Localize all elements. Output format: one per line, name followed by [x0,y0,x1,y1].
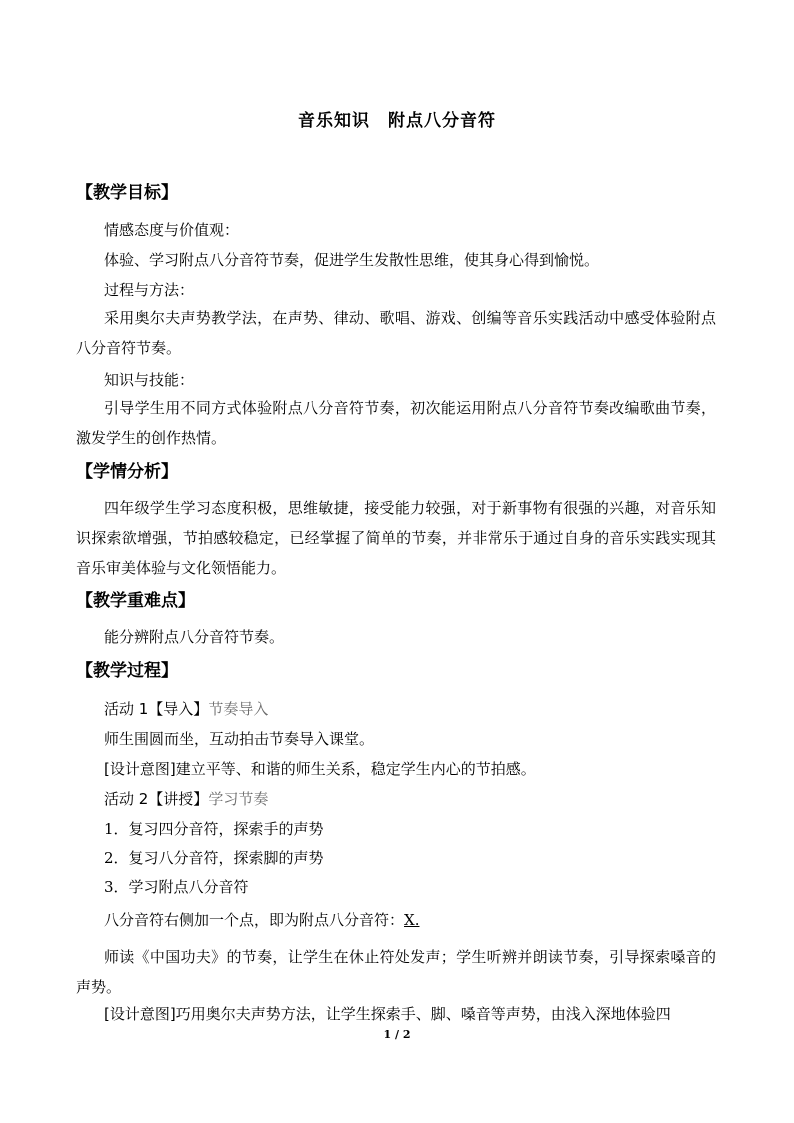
activity-1-line [104,699,268,719]
activity-1-prefix: 活动 1【导入】 [104,700,209,718]
skill-label: 知识与技能： [104,371,195,389]
activity-2-prefix: 活动 2【讲授】 [104,790,209,808]
process-text: 采用奥尔夫声势教学法，在声势、律动、歌唱、游戏、创编等音乐实践活动中感受体验附点八分音符节奏。 [76,309,716,357]
activity-1-title: 节奏导入 [208,700,269,718]
skill-text: 引导学生用不同方式体验附点八分音符节奏，初次能运用附点八分音符节奏改编歌曲节奏，激发学生的创作热情。 [76,399,716,447]
dotted-note-definition [104,910,419,930]
emotion-label: 情感态度与价值观： [104,221,240,239]
activity-2-title: 学习节奏 [208,790,269,808]
section-heading-key-points: 【教学重难点】 [76,591,195,611]
activity-2-line [104,789,268,809]
page-number: 1 / 2 [383,1028,411,1041]
kungfu-paragraph: 师读《中国功夫》的节奏，让学生在休止符处发声；学生听辨并朗读节奏，引导探索嗓音的声势。 [76,948,716,996]
section-heading-goals: 【教学目标】 [76,183,178,203]
activity-2-intent: [设计意图]巧用奥尔夫声势方法，让学生探索手、脚、嗓音等声势，由浅入深地体验四 [104,1005,671,1023]
definition-text: 八分音符右侧加一个点，即为附点八分音符： [104,911,405,929]
title-part-2: 附点八分音符 [388,111,496,131]
activity-1-intent: [设计意图]建立平等、和谐的师生关系，稳定学生内心的节拍感。 [104,760,536,778]
list-item-3 [104,877,249,897]
process-label: 过程与方法： [104,281,195,299]
emotion-text: 体验、学习附点八分音符节奏，促进学生发散性思维，使其身心得到愉悦。 [104,251,600,269]
list-item-1-number: 1． [104,820,129,838]
section-heading-process: 【教学过程】 [76,661,178,681]
title-part-1: 音乐知识 [298,111,370,131]
list-item-2 [104,848,324,868]
list-item-2-text: 复习八分音符，探索脚的声势 [128,849,324,867]
list-item-3-text: 学习附点八分音符 [128,878,249,896]
list-item-3-number: 3． [104,878,129,896]
page-title [0,106,794,131]
dotted-eighth-note-symbol: X. [404,911,420,929]
list-item-1-text: 复习四分音符，探索手的声势 [128,820,324,838]
list-item-2-number: 2． [104,849,129,867]
section-heading-analysis: 【学情分析】 [76,462,178,482]
key-points-text: 能分辨附点八分音符节奏。 [104,628,285,646]
analysis-text: 四年级学生学习态度积极，思维敏捷，接受能力较强，对于新事物有很强的兴趣，对音乐知识探索欲增强，节拍感较稳定，已经掌握了简单的节奏，并非常乐于通过自身的音乐实践实现其音乐审美体验与文化领悟能力。 [76,499,716,577]
activity-1-text: 师生围圆而坐，互动拍击节奏导入课堂。 [104,730,375,748]
list-item-1 [104,819,324,839]
